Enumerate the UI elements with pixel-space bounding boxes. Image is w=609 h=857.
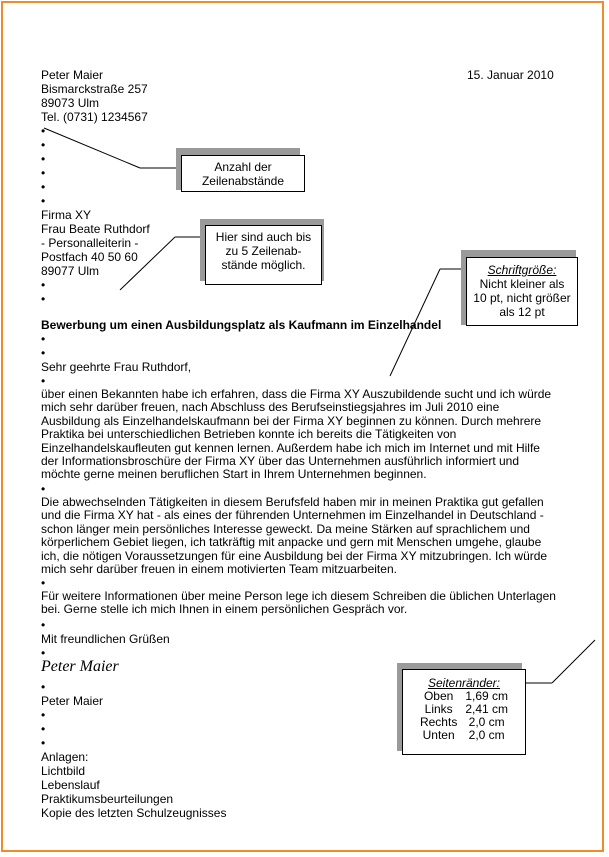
sender-phone: Tel. (0731) 1234567: [41, 110, 148, 124]
connector-font-size: [390, 269, 440, 376]
blank-line-bullet: •: [41, 292, 46, 306]
callout-margins: [402, 669, 526, 755]
callout-font-size: [466, 257, 578, 326]
blank-line-bullet: •: [41, 278, 46, 292]
attachments-heading: Anlagen:: [41, 750, 89, 764]
blank-line-bullet: •: [41, 708, 46, 722]
margin-row: [416, 729, 512, 742]
callout-font-size-title: Schriftgröße:: [487, 263, 557, 277]
blank-line-bullet: •: [41, 646, 46, 660]
recipient-role: - Personalleiterin -: [41, 236, 139, 250]
blank-line-bullet: •: [41, 680, 46, 694]
margins-table: [416, 690, 512, 742]
blank-line-bullet: •: [41, 166, 46, 180]
attachment-item: Lichtbild: [41, 764, 86, 778]
attachment-item: Praktikumsbeurteilungen: [41, 792, 174, 806]
sender-name: Peter Maier: [41, 68, 104, 82]
recipient-city: 89077 Ulm: [41, 264, 100, 278]
callout-line-spacing-text: Anzahl der Zeilenabstände: [201, 160, 285, 188]
blank-line-bullet: •: [41, 138, 46, 152]
margin-value: 2,41 cm: [465, 702, 509, 716]
blank-line-bullet: •: [41, 152, 46, 166]
attachment-item: Lebenslauf: [41, 778, 100, 792]
margin-label: Rechts: [419, 715, 458, 729]
recipient-company: Firma XY: [41, 208, 92, 222]
callout-line-spacing: [181, 155, 305, 192]
sender-street: Bismarckstraße 257: [41, 82, 148, 96]
body-paragraph-2: Die abwechselnden Tätigkeiten in diesem Berufsfeld haben mir in meinen Praktika gut gefallen und die Firma XY hat - als eines der führenden Unternehmen im Einzelhandel in Deutschland - schon länger mein persönliches Interesse geweckt. Da meine Stärken auf sprachlichem und körperlichem Gebiet liegen, ich tatkräftig mit anpacke und gern mit Menschen umgehe, glaube ich, die nötigen Voraussetzungen für eine Ausbildung bei der Firma XY mitzubringen. Ich würde mich sehr darüber freuen in einem motivierten Team mitzuarbeiten.: [41, 495, 548, 577]
blank-line-bullet: •: [41, 124, 46, 138]
recipient-person: Frau Beate Ruthdorf: [41, 222, 150, 236]
connector-five-lines: [120, 237, 175, 290]
body-paragraph-3: Für weitere Informationen über meine Person lege ich diesem Schreiben die üblichen Unterlagen bei. Gerne stelle ich mich Ihnen in einem persönlichen Gespräch vor.: [41, 589, 556, 617]
margin-label: Links: [424, 702, 453, 716]
callout-five-lines: [205, 225, 322, 285]
blank-line-bullet: •: [41, 180, 46, 194]
blank-line-bullet: •: [41, 374, 46, 388]
sender-city: 89073 Ulm: [41, 96, 100, 110]
blank-line-bullet: •: [41, 346, 46, 360]
callout-margins-title: Seitenränder:: [427, 676, 501, 690]
callout-font-size-text: Nicht kleiner als 10 pt, nicht größer als 12 pt: [473, 277, 571, 319]
blank-line-bullet: •: [41, 736, 46, 750]
blank-line-bullet: •: [41, 482, 46, 496]
margin-value: 1,69 cm: [465, 689, 509, 703]
attachment-item: Kopie des letzten Schulzeugnisses: [41, 806, 227, 820]
connector-margins: [552, 640, 595, 683]
callout-five-lines-text: Hier sind auch bis zu 5 Zeilenab-stände möglich.: [215, 230, 312, 272]
margin-label: Oben: [423, 689, 454, 703]
body-paragraph-1: über einen Bekannten habe ich erfahren, dass die Firma XY Auszubildende sucht und ich würde mich sehr darüber freuen, nach Abschluss des Berufseinstiegsjahres im Juli 2010 eine Ausbildung als Einzelhandelskaufmann bei der Firma XY beginnen zu können. Durch mehrere Praktika bei unterschiedlichen Betrieben konnte ich bereits die Tätigkeiten von Einzelhandelskaufleuten gut kennen lernen. Außerdem habe ich mich im Internet und mit Hilfe der Informationsbroschüre der Firma XY über das Unternehmen ausführlich informiert und möchte gerne meinen beruflichen Start in Ihrem Unternehmen beginnen.: [41, 387, 552, 482]
blank-line-bullet: •: [41, 194, 46, 208]
letter-date: 15. Januar 2010: [467, 68, 554, 82]
margin-label: Unten: [422, 728, 455, 742]
handwritten-signature: Peter Maier: [41, 658, 119, 675]
connector-line-spacing: [44, 128, 140, 168]
letter-subject: Bewerbung um einen Ausbildungsplatz als Kaufmann im Einzelhandel: [41, 318, 442, 332]
margin-value: 2,0 cm: [468, 715, 505, 729]
blank-line-bullet: •: [41, 576, 46, 590]
recipient-pobox: Postfach 40 50 60: [41, 250, 138, 264]
printed-name: Peter Maier: [41, 694, 104, 708]
blank-line-bullet: •: [41, 722, 46, 736]
closing: Mit freundlichen Grüßen: [41, 632, 170, 646]
salutation: Sehr geehrte Frau Ruthdorf,: [41, 360, 192, 374]
margin-value: 2,0 cm: [468, 728, 505, 742]
blank-line-bullet: •: [41, 332, 46, 346]
blank-line-bullet: •: [41, 618, 46, 632]
